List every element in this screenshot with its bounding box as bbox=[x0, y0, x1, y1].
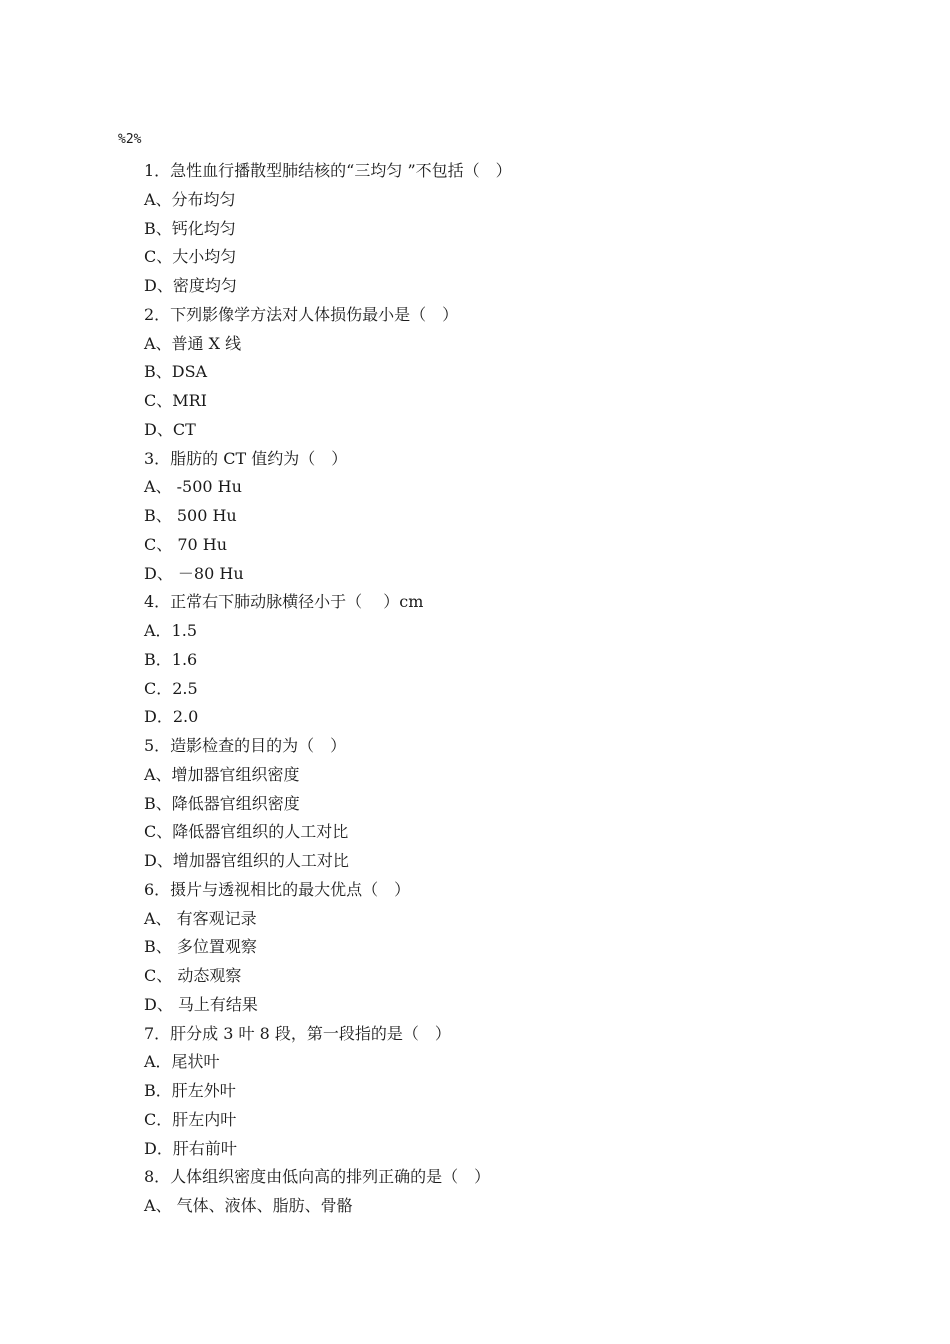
option-4b: B．1.6 bbox=[144, 649, 198, 669]
option-1d: D、密度均匀 bbox=[144, 276, 237, 295]
option-7b: B．肝左外叶 bbox=[144, 1081, 236, 1100]
option-5d: D、增加器官组织的人工对比 bbox=[144, 851, 349, 870]
option-5c: C、降低器官组织的人工对比 bbox=[144, 822, 349, 842]
option-1a: A、分布均匀 bbox=[144, 189, 236, 209]
option-4d: D．2.0 bbox=[144, 707, 199, 727]
option-3c: C、 70 Hu bbox=[144, 534, 228, 554]
question-stem-7: 7．肝分成 3 叶 8 段，第一段指的是（ ） bbox=[144, 1023, 451, 1043]
question-stem-1: 1．急性血行播散型肺结核的“三均匀 ”不包括（ ） bbox=[144, 161, 512, 180]
option-5b: B、降低器官组织密度 bbox=[144, 793, 300, 813]
header-mark: %2% bbox=[118, 132, 142, 147]
question-stem-6: 6．摄片与透视相比的最大优点（ ） bbox=[144, 879, 411, 899]
question-stem-3: 3．脂肪的 CT 值约为（ ） bbox=[144, 448, 348, 468]
option-6d: D、 马上有结果 bbox=[144, 994, 258, 1014]
question-stem-5: 5．造影检查的目的为（ ） bbox=[144, 736, 347, 755]
option-2d: D、CT bbox=[144, 419, 196, 439]
question-stem-4: 4．正常右下肺动脉横径小于（ ）cm bbox=[144, 592, 424, 612]
question-stem-2: 2．下列影像学方法对人体损伤最小是（ ） bbox=[144, 304, 459, 324]
option-6b: B、 多位置观察 bbox=[144, 937, 257, 957]
option-4a: A．1.5 bbox=[144, 621, 198, 640]
option-6c: C、 动态观察 bbox=[144, 966, 242, 985]
option-4c: C．2.5 bbox=[144, 678, 198, 698]
option-5a: A、增加器官组织密度 bbox=[144, 764, 300, 784]
option-8a: A、 气体、液体、脂肪、骨骼 bbox=[144, 1196, 353, 1215]
option-1c: C、大小均匀 bbox=[144, 247, 237, 267]
option-2a: A、普通 X 线 bbox=[144, 333, 242, 353]
option-2c: C、MRI bbox=[144, 391, 207, 410]
option-2b: B、DSA bbox=[144, 362, 208, 382]
question-list bbox=[144, 157, 904, 1221]
option-7a: A．尾状叶 bbox=[144, 1052, 220, 1072]
option-6a: A、 有客观记录 bbox=[144, 908, 257, 928]
question-stem-8: 8．人体组织密度由低向高的排列正确的是（ ） bbox=[144, 1167, 491, 1187]
option-1b: B、钙化均匀 bbox=[144, 218, 236, 238]
option-3d: D、 －80 Hu bbox=[144, 563, 244, 583]
option-3b: B、 500 Hu bbox=[144, 506, 237, 525]
option-7d: D．肝右前叶 bbox=[144, 1138, 237, 1158]
option-7c: C．肝左内叶 bbox=[144, 1109, 237, 1129]
option-3a: A、 -500 Hu bbox=[144, 477, 242, 497]
